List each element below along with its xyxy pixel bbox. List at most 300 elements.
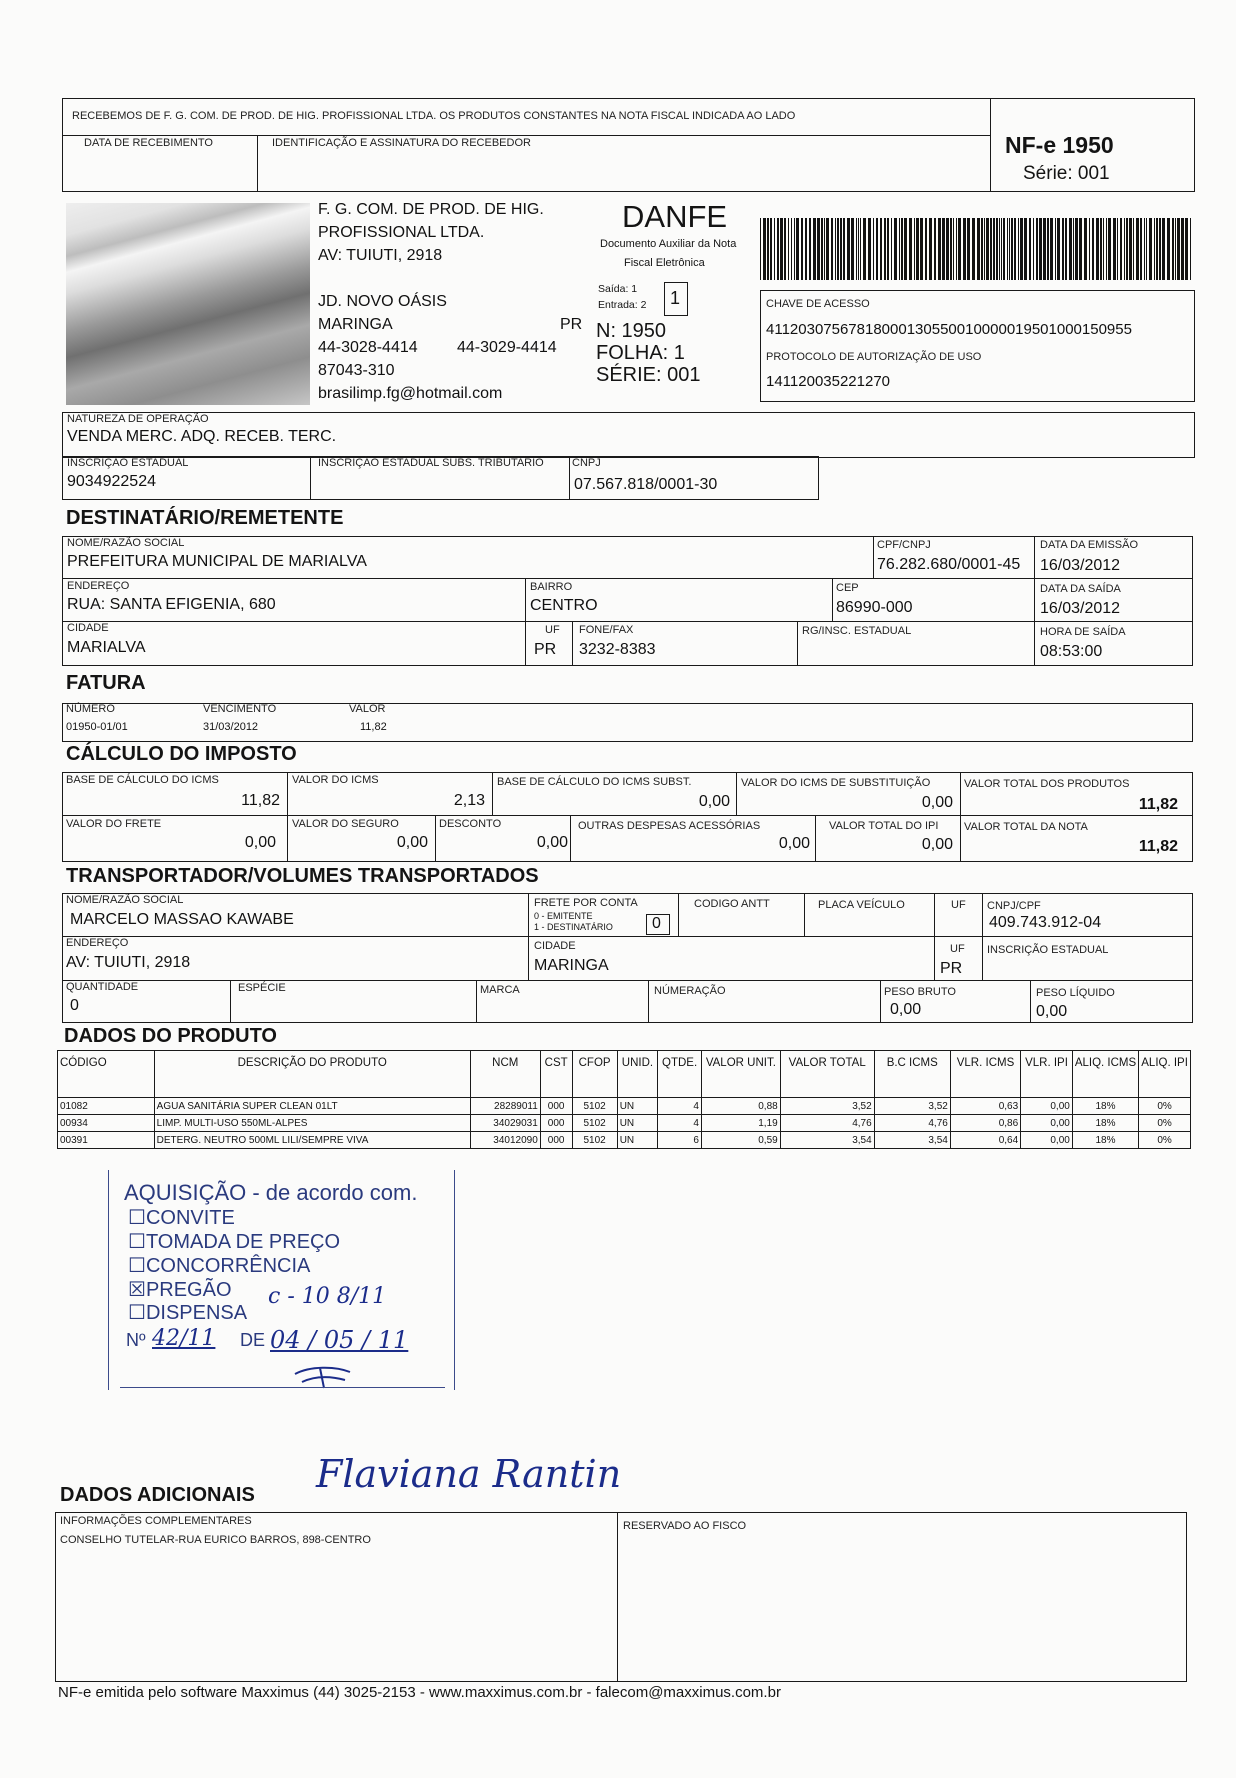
barcode-bar — [950, 218, 952, 280]
carrier-cnpj-label: CNPJ/CPF — [987, 900, 1041, 912]
complementary-info: CONSELHO TUTELAR-RUA EURICO BARROS, 898-CENTRO — [60, 1534, 371, 1546]
barcode-bar — [938, 218, 941, 280]
tax-section-title: CÁLCULO DO IMPOSTO — [66, 743, 297, 765]
receipt-date-label: DATA DE RECEBIMENTO — [84, 137, 213, 149]
invoice-due-label: VENCIMENTO — [203, 703, 277, 715]
barcode-bar — [916, 218, 919, 280]
danfe-subtitle-2: Fiscal Eletrônica — [624, 257, 705, 269]
carrier-section-title: TRANSPORTADOR/VOLUMES TRANSPORTADOS — [66, 865, 539, 887]
protocol-value: 141120035221270 — [766, 373, 891, 390]
gross-weight-value: 0,00 — [890, 1001, 922, 1018]
receipt-serie: Série: 001 — [1023, 163, 1110, 184]
issuer-phone-2: 44-3029-4414 — [457, 339, 557, 356]
products-header-cell: QTDE. — [658, 1051, 702, 1098]
barcode-bar — [1162, 218, 1165, 280]
danfe-serie: SÉRIE: 001 — [596, 364, 701, 386]
barcode-bar — [774, 218, 775, 280]
barcode — [760, 218, 1194, 280]
barcode-bar — [760, 218, 761, 280]
recipient-district: CENTRO — [530, 597, 598, 614]
barcode-bar — [780, 218, 783, 280]
total-products-label: VALOR TOTAL DOS PRODUTOS — [964, 778, 1130, 790]
access-key-label: CHAVE DE ACESSO — [766, 298, 870, 310]
table-cell: 4,76 — [874, 1115, 950, 1132]
table-cell: 4,76 — [780, 1115, 874, 1132]
barcode-bar — [1124, 218, 1125, 280]
danfe-folha: FOLHA: 1 — [596, 342, 685, 364]
table-cell: 4 — [658, 1115, 702, 1132]
barcode-bar — [1172, 218, 1174, 280]
other-expenses-label: OUTRAS DESPESAS ACESSÓRIAS — [578, 820, 761, 832]
invoice-value: 11,82 — [360, 721, 387, 733]
table-cell: 5102 — [572, 1098, 617, 1115]
freight-value: 0,00 — [244, 834, 276, 851]
danfe-saida-label: Saída: 1 — [598, 283, 638, 295]
net-weight-label: PESO LÍQUIDO — [1036, 987, 1115, 999]
barcode-bar — [1075, 218, 1078, 280]
barcode-bar — [1036, 218, 1038, 280]
receipt-nfe-number: NF-e 1950 — [1005, 132, 1114, 158]
stamp-date-label: DE — [240, 1330, 266, 1350]
barcode-bar — [805, 218, 807, 280]
stamp-date-value: 04 / 05 / 11 — [270, 1326, 409, 1354]
products-header-cell: VLR. ICMS — [950, 1051, 1020, 1098]
discount-label: DESCONTO — [439, 818, 502, 830]
products-header-cell: VALOR UNIT. — [701, 1051, 780, 1098]
table-cell: 0% — [1139, 1098, 1191, 1115]
barcode-bar — [826, 218, 829, 280]
brand-label: MARCA — [480, 984, 520, 996]
recipient-uf-label: UF — [545, 624, 560, 636]
barcode-bar — [1069, 218, 1072, 280]
issuer-state: PR — [560, 316, 583, 333]
total-products-value: 11,82 — [1138, 796, 1178, 813]
barcode-bar — [1167, 218, 1170, 280]
products-header-cell: ALIQ. ICMS — [1072, 1051, 1138, 1098]
barcode-bar — [1062, 218, 1064, 280]
receipt-sign-label: IDENTIFICAÇÃO E ASSINATURA DO RECEBEDOR — [272, 137, 531, 149]
freight-by-label: FRETE POR CONTA — [534, 897, 638, 909]
barcode-bar — [909, 218, 912, 280]
table-cell: 0% — [1139, 1132, 1191, 1149]
receipt-text: RECEBEMOS DE F. G. COM. DE PROD. DE HIG. PROFISSIONAL LTDA. OS PRODUTOS CONSTANTES NA NOTA FISCAL INDICADA AO LADO — [72, 110, 796, 122]
barcode-bar — [934, 218, 936, 280]
nature-label: NATUREZA DE OPERAÇÃO — [67, 413, 209, 425]
barcode-bar — [1020, 218, 1023, 280]
barcode-bar — [901, 218, 903, 280]
table-cell: 000 — [540, 1115, 572, 1132]
barcode-bar — [835, 218, 836, 280]
carrier-city: MARINGA — [534, 957, 609, 974]
stamp-option-tomada-label: TOMADA DE PREÇO — [145, 1231, 341, 1253]
products-section-title: DADOS DO PRODUTO — [64, 1025, 277, 1047]
nature-value: VENDA MERC. ADQ. RECEB. TERC. — [67, 428, 337, 445]
barcode-bar — [1065, 218, 1067, 280]
barcode-bar — [1084, 218, 1087, 280]
barcode-bar — [1140, 218, 1142, 280]
table-cell: 0,88 — [701, 1098, 780, 1115]
net-weight-value: 0,00 — [1036, 1003, 1068, 1020]
barcode-bar — [1100, 218, 1102, 280]
barcode-bar — [1001, 218, 1002, 280]
invoice-number-label: NÚMERO — [66, 703, 115, 715]
discount-value: 0,00 — [536, 834, 568, 851]
barcode-bar — [1154, 218, 1155, 280]
stamp-title: AQUISIÇÃO - de acordo com. — [124, 1180, 418, 1205]
icms-st-label: VALOR DO ICMS DE SUBSTITUIÇÃO — [741, 777, 931, 789]
barcode-bar — [1146, 218, 1147, 280]
barcode-bar — [1144, 218, 1145, 280]
products-header-cell: CST — [540, 1051, 572, 1098]
invoice-total-label: VALOR TOTAL DA NOTA — [964, 821, 1088, 833]
barcode-bar — [894, 218, 897, 280]
carrier-uf2-label: UF — [950, 943, 965, 955]
barcode-bar — [851, 218, 854, 280]
danfe-type-value: 1 — [670, 288, 681, 308]
issuer-name-line1: F. G. COM. DE PROD. DE HIG. — [318, 201, 544, 218]
barcode-bar — [967, 218, 970, 280]
cnpj-value: 07.567.818/0001-30 — [574, 476, 718, 493]
barcode-bar — [1073, 218, 1074, 280]
table-cell: 28289011 — [470, 1098, 540, 1115]
insurance-label: VALOR DO SEGURO — [292, 818, 399, 830]
recipient-phone-label: FONE/FAX — [579, 624, 634, 636]
barcode-bar — [1108, 218, 1111, 280]
reserved-fisco-label: RESERVADO AO FISCO — [623, 1520, 747, 1532]
barcode-bar — [956, 218, 957, 280]
carrier-uf-label: UF — [951, 899, 966, 911]
table-cell: UN — [617, 1098, 658, 1115]
table-cell: 3,54 — [874, 1132, 950, 1149]
recipient-cpf: 76.282.680/0001-45 — [877, 556, 1021, 573]
barcode-bar — [925, 218, 927, 280]
exit-date: 16/03/2012 — [1040, 600, 1121, 617]
invoice-due: 31/03/2012 — [203, 721, 259, 733]
barcode-bar — [984, 218, 985, 280]
barcode-bar — [813, 218, 816, 280]
recipient-section-title: DESTINATÁRIO/REMETENTE — [66, 507, 344, 529]
table-cell: 3,52 — [874, 1098, 950, 1115]
footer-software-note: NF-e emitida pelo software Maxximus (44) 3025-2153 - www.maxximus.com.br - falecom@maxximus.com.br — [58, 1684, 781, 1701]
issuer-cep: 87043-310 — [318, 362, 395, 379]
recipient-cpf-label: CPF/CNPJ — [877, 539, 931, 551]
barcode-bar — [788, 218, 789, 280]
recipient-city-label: CIDADE — [67, 622, 109, 634]
barcode-bar — [860, 218, 861, 280]
issuer-name-line2: PROFISSIONAL LTDA. — [318, 224, 485, 241]
barcode-bar — [972, 218, 975, 280]
table-cell: 0% — [1139, 1115, 1191, 1132]
table-cell: DETERG. NEUTRO 500ML LILI/SEMPRE VIVA — [154, 1132, 470, 1149]
barcode-bar — [847, 218, 850, 280]
barcode-bar — [942, 218, 945, 280]
barcode-bar — [880, 218, 882, 280]
barcode-bar — [1003, 218, 1005, 280]
exit-hour: 08:53:00 — [1040, 643, 1103, 660]
recipient-city: MARIALVA — [67, 639, 146, 656]
barcode-bar — [986, 218, 989, 280]
exit-hour-label: HORA DE SAÍDA — [1040, 626, 1126, 638]
barcode-bar — [977, 218, 980, 280]
icms-value: 2,13 — [453, 792, 485, 809]
barcode-bar — [1096, 218, 1099, 280]
table-cell: AGUA SANITÁRIA SUPER CLEAN 01LT — [154, 1098, 470, 1115]
quantity-label: QUANTIDADE — [66, 981, 139, 993]
stamp-option-convite: ☐CONVITE — [128, 1207, 235, 1229]
table-cell: 0,63 — [950, 1098, 1020, 1115]
ie-label: INSCRIÇÃO ESTADUAL — [67, 457, 189, 469]
emission-date: 16/03/2012 — [1040, 557, 1121, 574]
barcode-bar — [1136, 218, 1139, 280]
barcode-bar — [1159, 218, 1161, 280]
issuer-logo-photo — [66, 203, 310, 405]
barcode-bar — [887, 218, 889, 280]
access-key-value: 41120307567818000130550010000019501000150955 — [766, 321, 1132, 338]
stamp-option-concorrencia-label: CONCORRÊNCIA — [145, 1255, 311, 1277]
table-cell: 00934 — [58, 1115, 155, 1132]
recipient-cep-label: CEP — [836, 582, 859, 594]
issuer-address: AV: TUIUTI, 2918 — [318, 247, 443, 264]
barcode-bar — [763, 218, 766, 280]
recipient-address: RUA: SANTA EFIGENIA, 680 — [67, 596, 276, 613]
icms-label: VALOR DO ICMS — [292, 774, 379, 786]
barcode-bar — [920, 218, 923, 280]
barcode-bar — [801, 218, 803, 280]
barcode-bar — [863, 218, 866, 280]
barcode-bar — [1175, 218, 1176, 280]
products-header-cell: ALIQ. IPI — [1139, 1051, 1191, 1098]
carrier-uf2: PR — [940, 960, 963, 977]
barcode-bar — [873, 218, 874, 280]
carrier-cnpj: 409.743.912-04 — [989, 914, 1102, 931]
table-cell: 0,64 — [950, 1132, 1020, 1149]
table-cell: 3,52 — [780, 1098, 874, 1115]
barcode-bar — [868, 218, 871, 280]
ipi-total-value: 0,00 — [921, 836, 953, 853]
invoice-value-label: VALOR — [349, 703, 386, 715]
barcode-bar — [1092, 218, 1094, 280]
stamp-handwritten-code: c - 10 8/11 — [268, 1284, 387, 1309]
products-table — [57, 1050, 1191, 1149]
table-cell: 5102 — [572, 1132, 617, 1149]
recipient-district-label: BAIRRO — [530, 581, 573, 593]
table-row — [58, 1132, 1191, 1149]
barcode-bar — [837, 218, 839, 280]
species-label: ESPÉCIE — [238, 982, 286, 994]
table-cell: 34012090 — [470, 1132, 540, 1149]
barcode-bar — [1024, 218, 1027, 280]
table-row — [58, 1115, 1191, 1132]
barcode-bar — [1129, 218, 1132, 280]
barcode-bar — [1029, 218, 1031, 280]
barcode-bar — [999, 218, 1000, 280]
barcode-bar — [1079, 218, 1082, 280]
products-header-cell: B.C ICMS — [874, 1051, 950, 1098]
ie-value: 9034922524 — [67, 473, 156, 490]
barcode-bar — [1113, 218, 1116, 280]
issuer-district: JD. NOVO OÁSIS — [318, 293, 447, 310]
table-cell: 0,86 — [950, 1115, 1020, 1132]
exit-date-label: DATA DA SAÍDA — [1040, 583, 1121, 595]
table-cell: 18% — [1072, 1132, 1138, 1149]
barcode-bar — [794, 218, 795, 280]
danfe-title: DANFE — [622, 199, 728, 234]
barcode-bar — [929, 218, 932, 280]
barcode-bar — [1050, 218, 1053, 280]
base-icms-st-label: BASE DE CÁLCULO DO ICMS SUBST. — [497, 776, 692, 788]
carrier-name-label: NOME/RAZÃO SOCIAL — [66, 894, 184, 906]
barcode-bar — [899, 218, 900, 280]
barcode-bar — [770, 218, 772, 280]
table-cell: LIMP. MULTI-USO 550ML-ALPES — [154, 1115, 470, 1132]
plate-label: PLACA VEÍCULO — [818, 899, 905, 911]
freight-option-1: 1 - DESTINATÁRIO — [534, 922, 613, 932]
products-header-row — [58, 1051, 1191, 1098]
barcode-bar — [953, 218, 954, 280]
icms-st-value: 0,00 — [921, 794, 953, 811]
stamp-initials-mark — [290, 1362, 360, 1390]
barcode-bar — [1120, 218, 1122, 280]
products-header-cell: VLR. IPI — [1021, 1051, 1073, 1098]
recipient-address-label: ENDEREÇO — [67, 580, 130, 592]
barcode-bar — [876, 218, 878, 280]
barcode-bar — [777, 218, 779, 280]
barcode-bar — [963, 218, 966, 280]
stamp-option-pregao: ☒PREGÃO — [128, 1279, 232, 1301]
barcode-bar — [1149, 218, 1152, 280]
danfe-entrada-label: Entrada: 2 — [598, 299, 647, 311]
table-cell: UN — [617, 1132, 658, 1149]
products-header-cell: VALOR TOTAL — [780, 1051, 874, 1098]
barcode-bar — [1011, 218, 1013, 280]
barcode-bar — [1103, 218, 1104, 280]
barcode-bar — [767, 218, 769, 280]
stamp-option-concorrencia: ☐CONCORRÊNCIA — [128, 1255, 311, 1277]
recipient-name-label: NOME/RAZÃO SOCIAL — [67, 537, 185, 549]
products-header-cell: UNID. — [617, 1051, 658, 1098]
barcode-bar — [796, 218, 799, 280]
emission-date-label: DATA DA EMISSÃO — [1040, 539, 1139, 551]
stamp-option-convite-label: CONVITE — [145, 1207, 235, 1229]
issuer-email: brasilimp.fg@hotmail.com — [318, 385, 503, 402]
stamp-number-value: 42/11 — [152, 1326, 216, 1351]
table-cell: 34029031 — [470, 1115, 540, 1132]
recipient-phone: 3232-8383 — [579, 641, 656, 658]
numbering-label: NÚMERAÇÃO — [654, 985, 726, 997]
barcode-bar — [1133, 218, 1134, 280]
barcode-bar — [1014, 218, 1016, 280]
table-cell: 000 — [540, 1132, 572, 1149]
recipient-cep: 86990-000 — [836, 599, 913, 616]
barcode-bar — [809, 218, 811, 280]
issuer-phone-1: 44-3028-4414 — [318, 339, 418, 356]
barcode-bar — [1156, 218, 1158, 280]
base-icms-label: BASE DE CÁLCULO DO ICMS — [66, 774, 219, 786]
issuer-city: MARINGA — [318, 316, 393, 333]
barcode-bar — [831, 218, 833, 280]
invoice-section-title: FATURA — [66, 672, 146, 694]
barcode-bar — [1039, 218, 1042, 280]
barcode-bar — [858, 218, 859, 280]
products-header-cell: CFOP — [572, 1051, 617, 1098]
base-icms-st-value: 0,00 — [698, 793, 730, 810]
other-expenses-value: 0,00 — [778, 835, 810, 852]
barcode-bar — [1089, 218, 1090, 280]
carrier-address-label: ENDEREÇO — [66, 937, 129, 949]
danfe-subtitle-1: Documento Auxiliar da Nota — [600, 238, 737, 250]
products-header-cell: DESCRIÇÃO DO PRODUTO — [154, 1051, 470, 1098]
carrier-name: MARCELO MASSAO KAWABE — [70, 911, 294, 928]
barcode-bar — [1055, 218, 1056, 280]
barcode-bar — [958, 218, 961, 280]
table-cell: UN — [617, 1115, 658, 1132]
barcode-bar — [1057, 218, 1060, 280]
table-cell: 4 — [658, 1098, 702, 1115]
barcode-bar — [946, 218, 949, 280]
barcode-bar — [1007, 218, 1008, 280]
table-cell: 0,59 — [701, 1132, 780, 1149]
barcode-bar — [1009, 218, 1010, 280]
table-cell: 5102 — [572, 1115, 617, 1132]
freight-option-0: 0 - EMITENTE — [534, 911, 593, 921]
ipi-total-label: VALOR TOTAL DO IPI — [829, 820, 939, 832]
barcode-bar — [843, 218, 845, 280]
stamp-option-dispensa-label: DISPENSA — [145, 1302, 248, 1324]
gross-weight-label: PESO BRUTO — [884, 986, 956, 998]
barcode-bar — [824, 218, 825, 280]
barcode-bar — [1126, 218, 1128, 280]
table-cell: 6 — [658, 1132, 702, 1149]
carrier-city-label: CIDADE — [534, 940, 576, 952]
quantity-value: 0 — [70, 997, 79, 1014]
barcode-bar — [840, 218, 842, 280]
barcode-bar — [993, 218, 995, 280]
table-cell: 18% — [1072, 1098, 1138, 1115]
table-cell: 0,00 — [1021, 1115, 1073, 1132]
barcode-bar — [996, 218, 998, 280]
ie-st-label: INSCRIÇÃO ESTADUAL SUBS. TRIBUTARIO — [318, 457, 544, 469]
products-header-cell: CÓDIGO — [58, 1051, 155, 1098]
table-row — [58, 1098, 1191, 1115]
barcode-bar — [1106, 218, 1107, 280]
barcode-bar — [856, 218, 857, 280]
table-cell: 000 — [540, 1098, 572, 1115]
antt-label: CODIGO ANTT — [694, 898, 770, 910]
barcode-bar — [1177, 218, 1180, 280]
stamp-option-pregao-label: PREGÃO — [145, 1279, 232, 1301]
barcode-bar — [1043, 218, 1046, 280]
table-cell: 0,00 — [1021, 1098, 1073, 1115]
barcode-bar — [1181, 218, 1184, 280]
barcode-bar — [791, 218, 792, 280]
barcode-bar — [990, 218, 992, 280]
danfe-number: N: 1950 — [596, 320, 667, 342]
recipient-name: PREFEITURA MUNICIPAL DE MARIALVA — [67, 553, 367, 570]
barcode-bar — [1185, 218, 1188, 280]
stamp-number-label: Nº — [126, 1330, 146, 1350]
stamp-option-dispensa: ☐DISPENSA — [128, 1302, 248, 1324]
table-cell: 0,00 — [1021, 1132, 1073, 1149]
freight-label: VALOR DO FRETE — [66, 818, 162, 830]
invoice-total-value: 11,82 — [1138, 838, 1178, 855]
insurance-value: 0,00 — [396, 834, 428, 851]
carrier-address: AV: TUIUTI, 2918 — [66, 954, 191, 971]
barcode-bar — [1047, 218, 1049, 280]
stamp-option-tomada: ☐TOMADA DE PREÇO — [128, 1231, 341, 1253]
additional-section-title: DADOS ADICIONAIS — [60, 1484, 255, 1506]
base-icms-value: 11,82 — [241, 792, 280, 809]
barcode-bar — [981, 218, 983, 280]
